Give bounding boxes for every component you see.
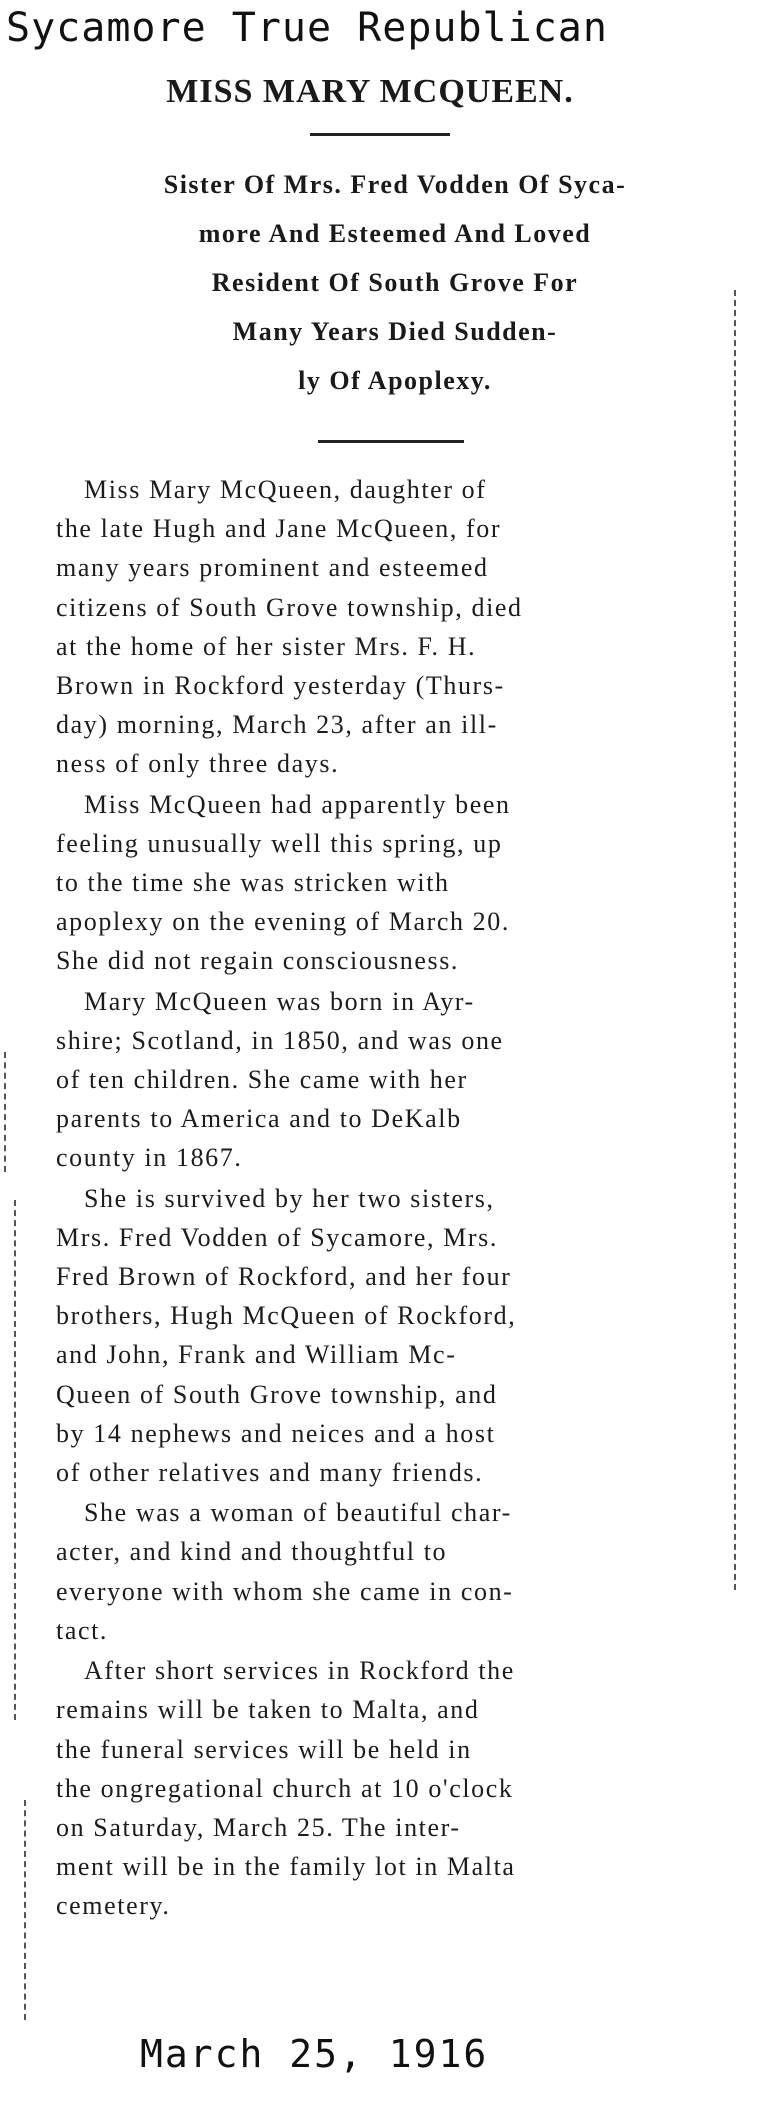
text-line: and John, Frank and William Mc- xyxy=(56,1340,457,1370)
text-line: cemetery. xyxy=(56,1891,171,1921)
text-line: shire; Scotland, in 1850, and was one xyxy=(56,1025,504,1055)
text-line: She was a woman of beautiful char- xyxy=(84,1498,512,1528)
publication-date: March 25, 1916 xyxy=(140,2032,489,2076)
text-line: of ten children. She came with her xyxy=(56,1065,468,1095)
text-line: remains will be taken to Malta, and xyxy=(56,1695,480,1725)
text-line: Mary McQueen was born in Ayr- xyxy=(84,986,475,1016)
text-line: ment will be in the family lot in Malta xyxy=(56,1852,516,1882)
text-line: on Saturday, March 25. The inter- xyxy=(56,1812,461,1842)
text-line: apoplexy on the evening of March 20. xyxy=(56,907,510,937)
deck-line: Many Years Died Sudden- xyxy=(232,317,558,346)
text-line: brothers, Hugh McQueen of Rockford, xyxy=(56,1301,517,1331)
article-paragraph xyxy=(56,470,716,784)
text-line: at the home of her sister Mrs. F. H. xyxy=(56,631,477,661)
text-line: day) morning, March 23, after an ill- xyxy=(56,710,498,740)
deck-rule xyxy=(318,440,464,443)
column-rule xyxy=(14,1200,16,1720)
text-line: the late Hugh and Jane McQueen, for xyxy=(56,514,502,544)
text-line: the ongregational church at 10 o'clock xyxy=(56,1773,514,1803)
text-line: Brown in Rockford yesterday (Thurs- xyxy=(56,671,505,701)
article-body xyxy=(56,470,716,1927)
text-line: Fred Brown of Rockford, and her four xyxy=(56,1262,512,1292)
article-paragraph xyxy=(56,982,716,1178)
column-rule xyxy=(24,1800,26,2020)
article-paragraph xyxy=(56,1179,716,1493)
article-paragraph xyxy=(56,1651,716,1925)
newspaper-name: Sycamore True Republican xyxy=(6,5,608,51)
text-line: many years prominent and esteemed xyxy=(56,553,489,583)
text-line: the funeral services will be held in xyxy=(56,1734,472,1764)
text-line: Mrs. Fred Vodden of Sycamore, Mrs. xyxy=(56,1222,498,1252)
text-line: She did not regain consciousness. xyxy=(56,946,460,976)
text-line: by 14 nephews and neices and a host xyxy=(56,1418,496,1448)
deck-line: ly Of Apoplexy. xyxy=(298,366,492,395)
text-line: acter, and kind and thoughtful to xyxy=(56,1537,448,1567)
headline: MISS MARY MCQUEEN. xyxy=(166,73,574,110)
text-line: Miss McQueen had apparently been xyxy=(84,789,511,819)
article-paragraph xyxy=(56,1493,716,1650)
text-line: After short services in Rockford the xyxy=(84,1656,515,1686)
text-line: of other relatives and many friends. xyxy=(56,1458,484,1488)
text-line: feeling unusually well this spring, up xyxy=(56,828,503,858)
deck-line: more And Esteemed And Loved xyxy=(198,219,592,248)
deck-line: Resident Of South Grove For xyxy=(211,268,579,297)
text-line: everyone with whom she came in con- xyxy=(56,1576,514,1606)
article-paragraph xyxy=(56,785,716,981)
deck-line: Sister Of Mrs. Fred Vodden Of Syca- xyxy=(163,170,627,199)
text-line: citizens of South Grove township, died xyxy=(56,592,523,622)
headline-rule xyxy=(310,133,450,136)
text-line: She is survived by her two sisters, xyxy=(84,1183,495,1213)
text-line: Miss Mary McQueen, daughter of xyxy=(84,475,487,504)
text-line: to the time she was stricken with xyxy=(56,868,450,898)
text-line: parents to America and to DeKalb xyxy=(56,1104,462,1134)
text-line: county in 1867. xyxy=(56,1143,243,1173)
text-line: Queen of South Grove township, and xyxy=(56,1379,498,1409)
column-rule xyxy=(4,1052,6,1172)
text-line: ness of only three days. xyxy=(56,749,340,779)
text-line: tact. xyxy=(56,1615,109,1645)
column-rule xyxy=(734,290,736,1590)
subheadline-deck xyxy=(60,160,730,405)
